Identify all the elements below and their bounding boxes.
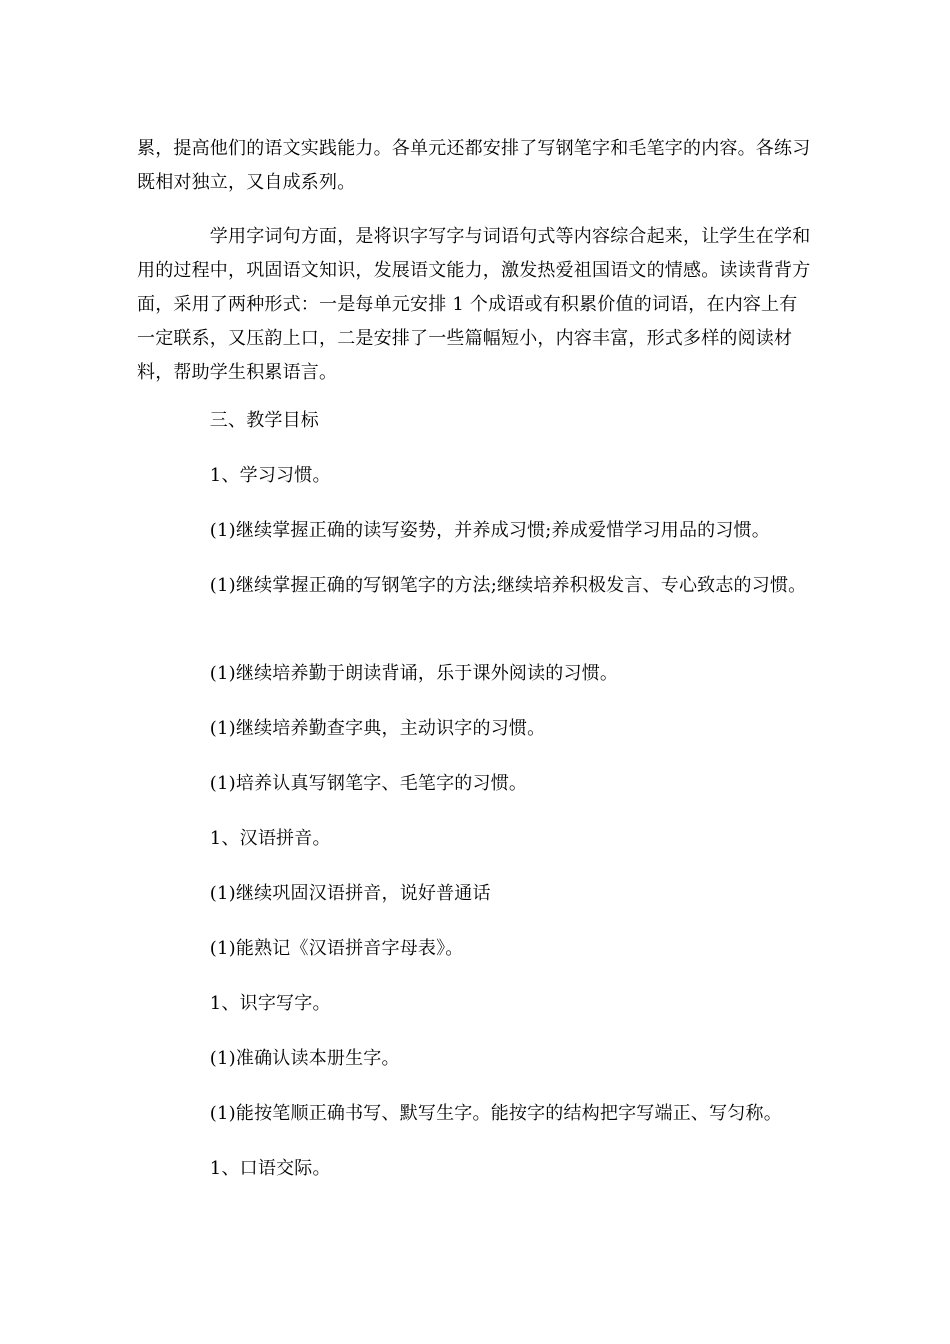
list-item-read-characters: (1)准确认读本册生字。 [137, 1048, 400, 1069]
subheading-pinyin: 1、汉语拼音。 [137, 828, 331, 849]
section-heading-teaching-goals: 三、教学目标 [137, 410, 319, 431]
subheading-study-habits: 1、学习习惯。 [137, 465, 331, 486]
subheading-oral-communication: 1、口语交际。 [137, 1158, 331, 1179]
list-item-pen-writing: (1)继续掌握正确的写钢笔字的方法;继续培养积极发言、专心致志的习惯。 [137, 575, 807, 596]
list-item-pinyin-alphabet: (1)能熟记《汉语拼音字母表》。 [137, 938, 464, 959]
paragraph-words-sentences: 学用字词句方面，是将识字写字与词语句式等内容综合起来，让学生在学和用的过程中，巩固语文知识，发展语文能力，激发热爱祖国语文的情感。读读背背方面，采用了两种形式：一是每单元安排 1 个成语或有积累价值的词语，在内容上有一定联系，又压韵上口，二是安排了一些篇幅短小，内容丰富，形式多样的阅读材料，帮助学生积累语言。 [137, 226, 811, 383]
list-item-calligraphy: (1)培养认真写钢笔字、毛笔字的习惯。 [137, 773, 528, 794]
paragraph-intro-continuation: 累，提高他们的语文实践能力。各单元还都安排了写钢笔字和毛笔字的内容。各练习既相对独立，又自成系列。 [137, 138, 811, 193]
list-item-pinyin-mandarin: (1)继续巩固汉语拼音，说好普通话 [137, 883, 491, 904]
list-item-stroke-order: (1)能按笔顺正确书写、默写生字。能按字的结构把字写端正、写匀称。 [137, 1103, 782, 1124]
list-item-reading-posture: (1)继续掌握正确的读写姿势，并养成习惯;养成爱惜学习用品的习惯。 [137, 520, 770, 541]
subheading-literacy-writing: 1、识字写字。 [137, 993, 331, 1014]
list-item-dictionary: (1)继续培养勤查字典，主动识字的习惯。 [137, 718, 546, 739]
list-item-reading-aloud: (1)继续培养勤于朗读背诵，乐于课外阅读的习惯。 [137, 663, 619, 684]
